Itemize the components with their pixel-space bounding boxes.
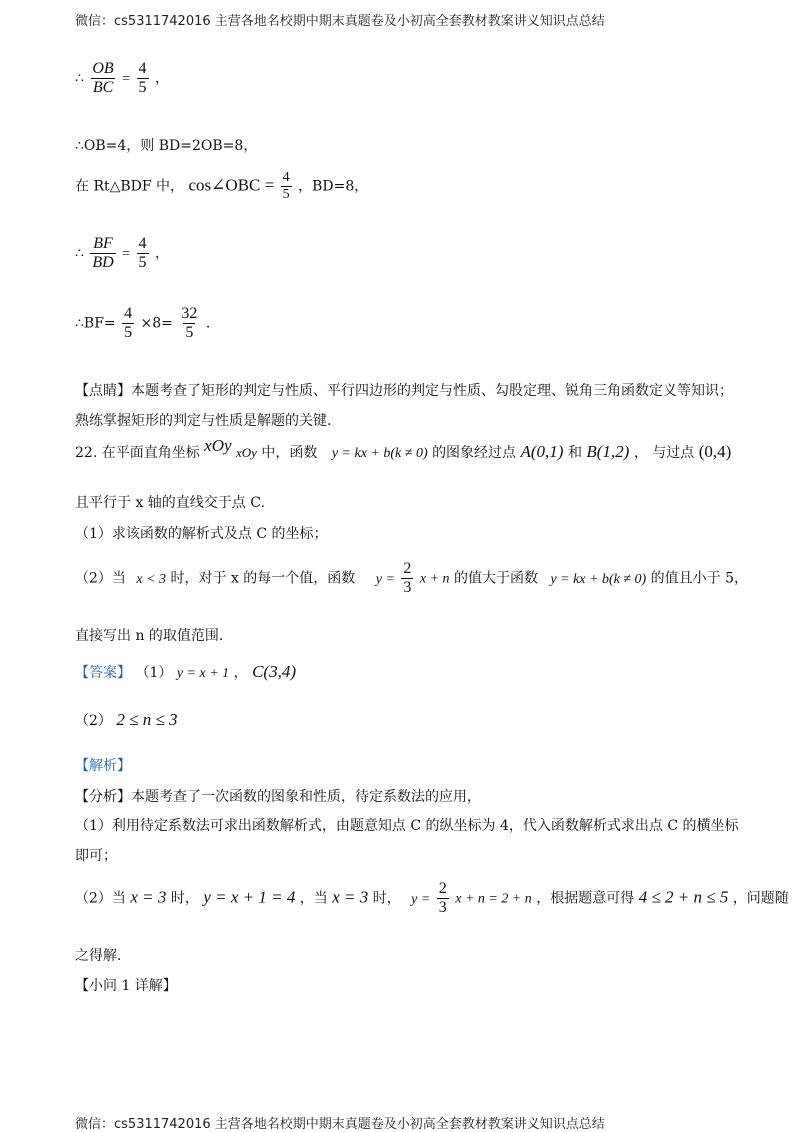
subquestion-2-line-1: （2）当 x < 3 时，对于 x 的每一个值，函数 y = $\frac{2}{3}$ x + n 的值大于函数 y = kx + b(k ≠ 0) 的值且小于 5， (75, 560, 748, 596)
line-bf-value: ∴BF= $\frac{4}{5}$ ×8= $\frac{32}{5}$ ． (75, 305, 220, 341)
fraction-bf-bd: $\frac{BF}{BD}$ (92, 235, 114, 271)
therefore-symbol: ∴ (75, 70, 84, 87)
fraction-4-5: $\frac{4}{5}$ (138, 235, 147, 271)
analysis-step-2-line-1: （2）当 x = 3 时， y = x + 1 = 4 ，当 x = 3 时， y = $\frac{2}{3}$ x + n = 2 + n ，根据题意可得 4 ≤ 2 + n ≤ 5 ，问题随 (75, 880, 789, 916)
fraction-2-3: $\frac{2}{3}$ (403, 560, 412, 596)
page-header: 微信：cs5311742016 主营各地名校期中期末真题卷及小初高全套教材教案讲义知识点总结 (75, 14, 605, 29)
comment-line-1: 【点睛】本题考查了矩形的判定与性质、平行四边形的判定与性质、勾股定理、锐角三角函数定义等知识； (75, 383, 733, 399)
answer-tag: 【答案】 (75, 665, 131, 681)
analysis-step-1-line-2: 即可； (75, 848, 117, 864)
fraction-4-5: $\frac{4}{5}$ (282, 170, 290, 202)
fraction-4-5: $\frac{4}{5}$ (138, 60, 147, 96)
subquestion-2-line-2: 直接写出 n 的取值范围． (75, 628, 233, 644)
comment-line-2: 熟练掌握矩形的判定与性质是解题的关键． (75, 413, 341, 429)
answer-line-2: （2） 2 ≤ n ≤ 3 (75, 710, 178, 729)
fraction-2-3: $\frac{2}{3}$ (438, 880, 447, 916)
analysis-tag: 【解析】 (75, 758, 131, 774)
linear-function: y = kx + b(k ≠ 0) (331, 446, 428, 461)
line-ratio-bf-bd: ∴ $\frac{BF}{BD}$ = $\frac{4}{5}$ ， (75, 235, 169, 271)
line-cos-obc: 在 Rt△BDF 中， cos∠OBC = $\frac{4}{5}$ ，BD=8， (75, 170, 369, 202)
sub-answer-1-heading: 【小问 1 详解】 (75, 978, 177, 994)
page-footer: 微信：cs5311742016 主营各地名校期中期末真题卷及小初高全套教材教案讲义知识点总结 (75, 1117, 605, 1132)
fraction-4-5: $\frac{4}{5}$ (124, 305, 133, 341)
point-b: B(1,2) (586, 442, 630, 461)
subquestion-1: （1）求该函数的解析式及点 C 的坐标； (75, 526, 328, 542)
question-22-line-2: 且平行于 x 轴的直线交于点 C. (75, 495, 265, 511)
therefore-symbol: ∴ (75, 245, 84, 262)
fraction-32-5: $\frac{32}{5}$ (181, 305, 198, 341)
analysis-step-2-line-2: 之得解． (75, 948, 131, 964)
analysis-summary: 【分析】本题考查了一次函数的图象和性质，待定系数法的应用， (75, 789, 481, 805)
line-ratio-ob-bc: ∴ $\frac{OB}{BC}$ = $\frac{4}{5}$ ， (75, 60, 169, 96)
analysis-step-1-line-1: （1）利用待定系数法可求出函数解析式，由题意知点 C 的纵坐标为 4，代入函数解析式求出点 C 的横坐标 (75, 818, 739, 834)
point-0-4: (0,4) (698, 442, 732, 461)
line-ob-bd: ∴OB=4，则 BD=2OB=8， (75, 138, 258, 154)
cos-expression: cos∠OBC = (188, 175, 275, 195)
fraction-ob-bc: $\frac{OB}{BC}$ (92, 60, 114, 96)
answer-line-1: 【答案】 （1） y = x + 1 ， C(3,4) (75, 662, 296, 681)
question-22-line-1: 22. 在平面直角坐标 xOy xOy 中，函数 y = kx + b(k ≠ 0) 的图象经过点 A(0,1) 和 B(1,2) ， 与过点 (0,4) (75, 436, 732, 461)
point-a: A(0,1) (520, 442, 564, 461)
